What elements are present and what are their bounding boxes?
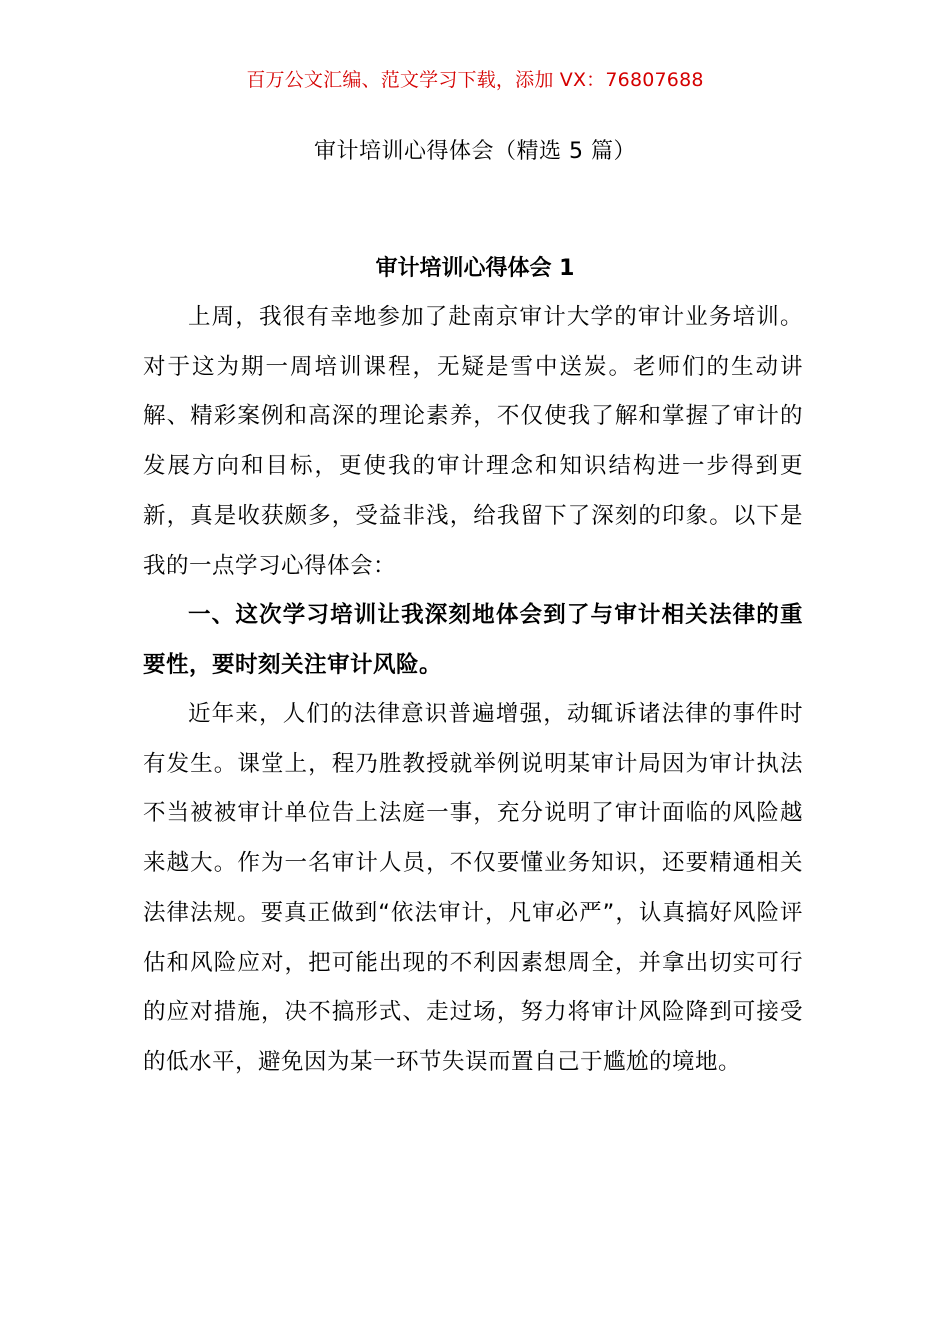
document-title: 审计培训心得体会（精选 5 篇） — [314, 139, 636, 164]
paragraph-subheading: 一、这次学习培训让我深刻地体会到了与审计相关法律的重要性，要时刻关注审计风险。 — [143, 602, 803, 678]
section-heading: 审计培训心得体会 1 — [375, 256, 575, 281]
header-watermark-note: 百万公文汇编、范文学习下载，添加 VX：76807688 — [246, 69, 704, 91]
paragraph-body: 近年来，人们的法律意识普遍增强，动辄诉诸法律的事件时有发生。课堂上，程乃胜教授就举例说明某审计局因为审计执法不当被被审计单位告上法庭一事，充分说明了审计面临的风险越来越大。作为一名审计人员，不仅要懂业务知识，还要精通相关法律法规。要真正做到“依法审计，凡审必严”，认真搞好风险评估和风险应对，把可能出现的不利因素想周全，并拿出切实可行的应对措施，决不搞形式、走过场，努力将审计风险降到可接受的低水平，避免因为某一环节失误而置自己于尴尬的境地。 — [143, 701, 803, 1075]
paragraph-intro: 上周，我很有幸地参加了赴南京审计大学的审计业务培训。对于这为期一周培训课程，无疑是雪中送炭。老师们的生动讲解、精彩案例和高深的理论素养，不仅使我了解和掌握了审计的发展方向和目标，更使我的审计理念和知识结构进一步得到更新，真是收获颇多，受益非浅，给我留下了深刻的印象。以下是我的一点学习心得体会： — [143, 304, 803, 579]
